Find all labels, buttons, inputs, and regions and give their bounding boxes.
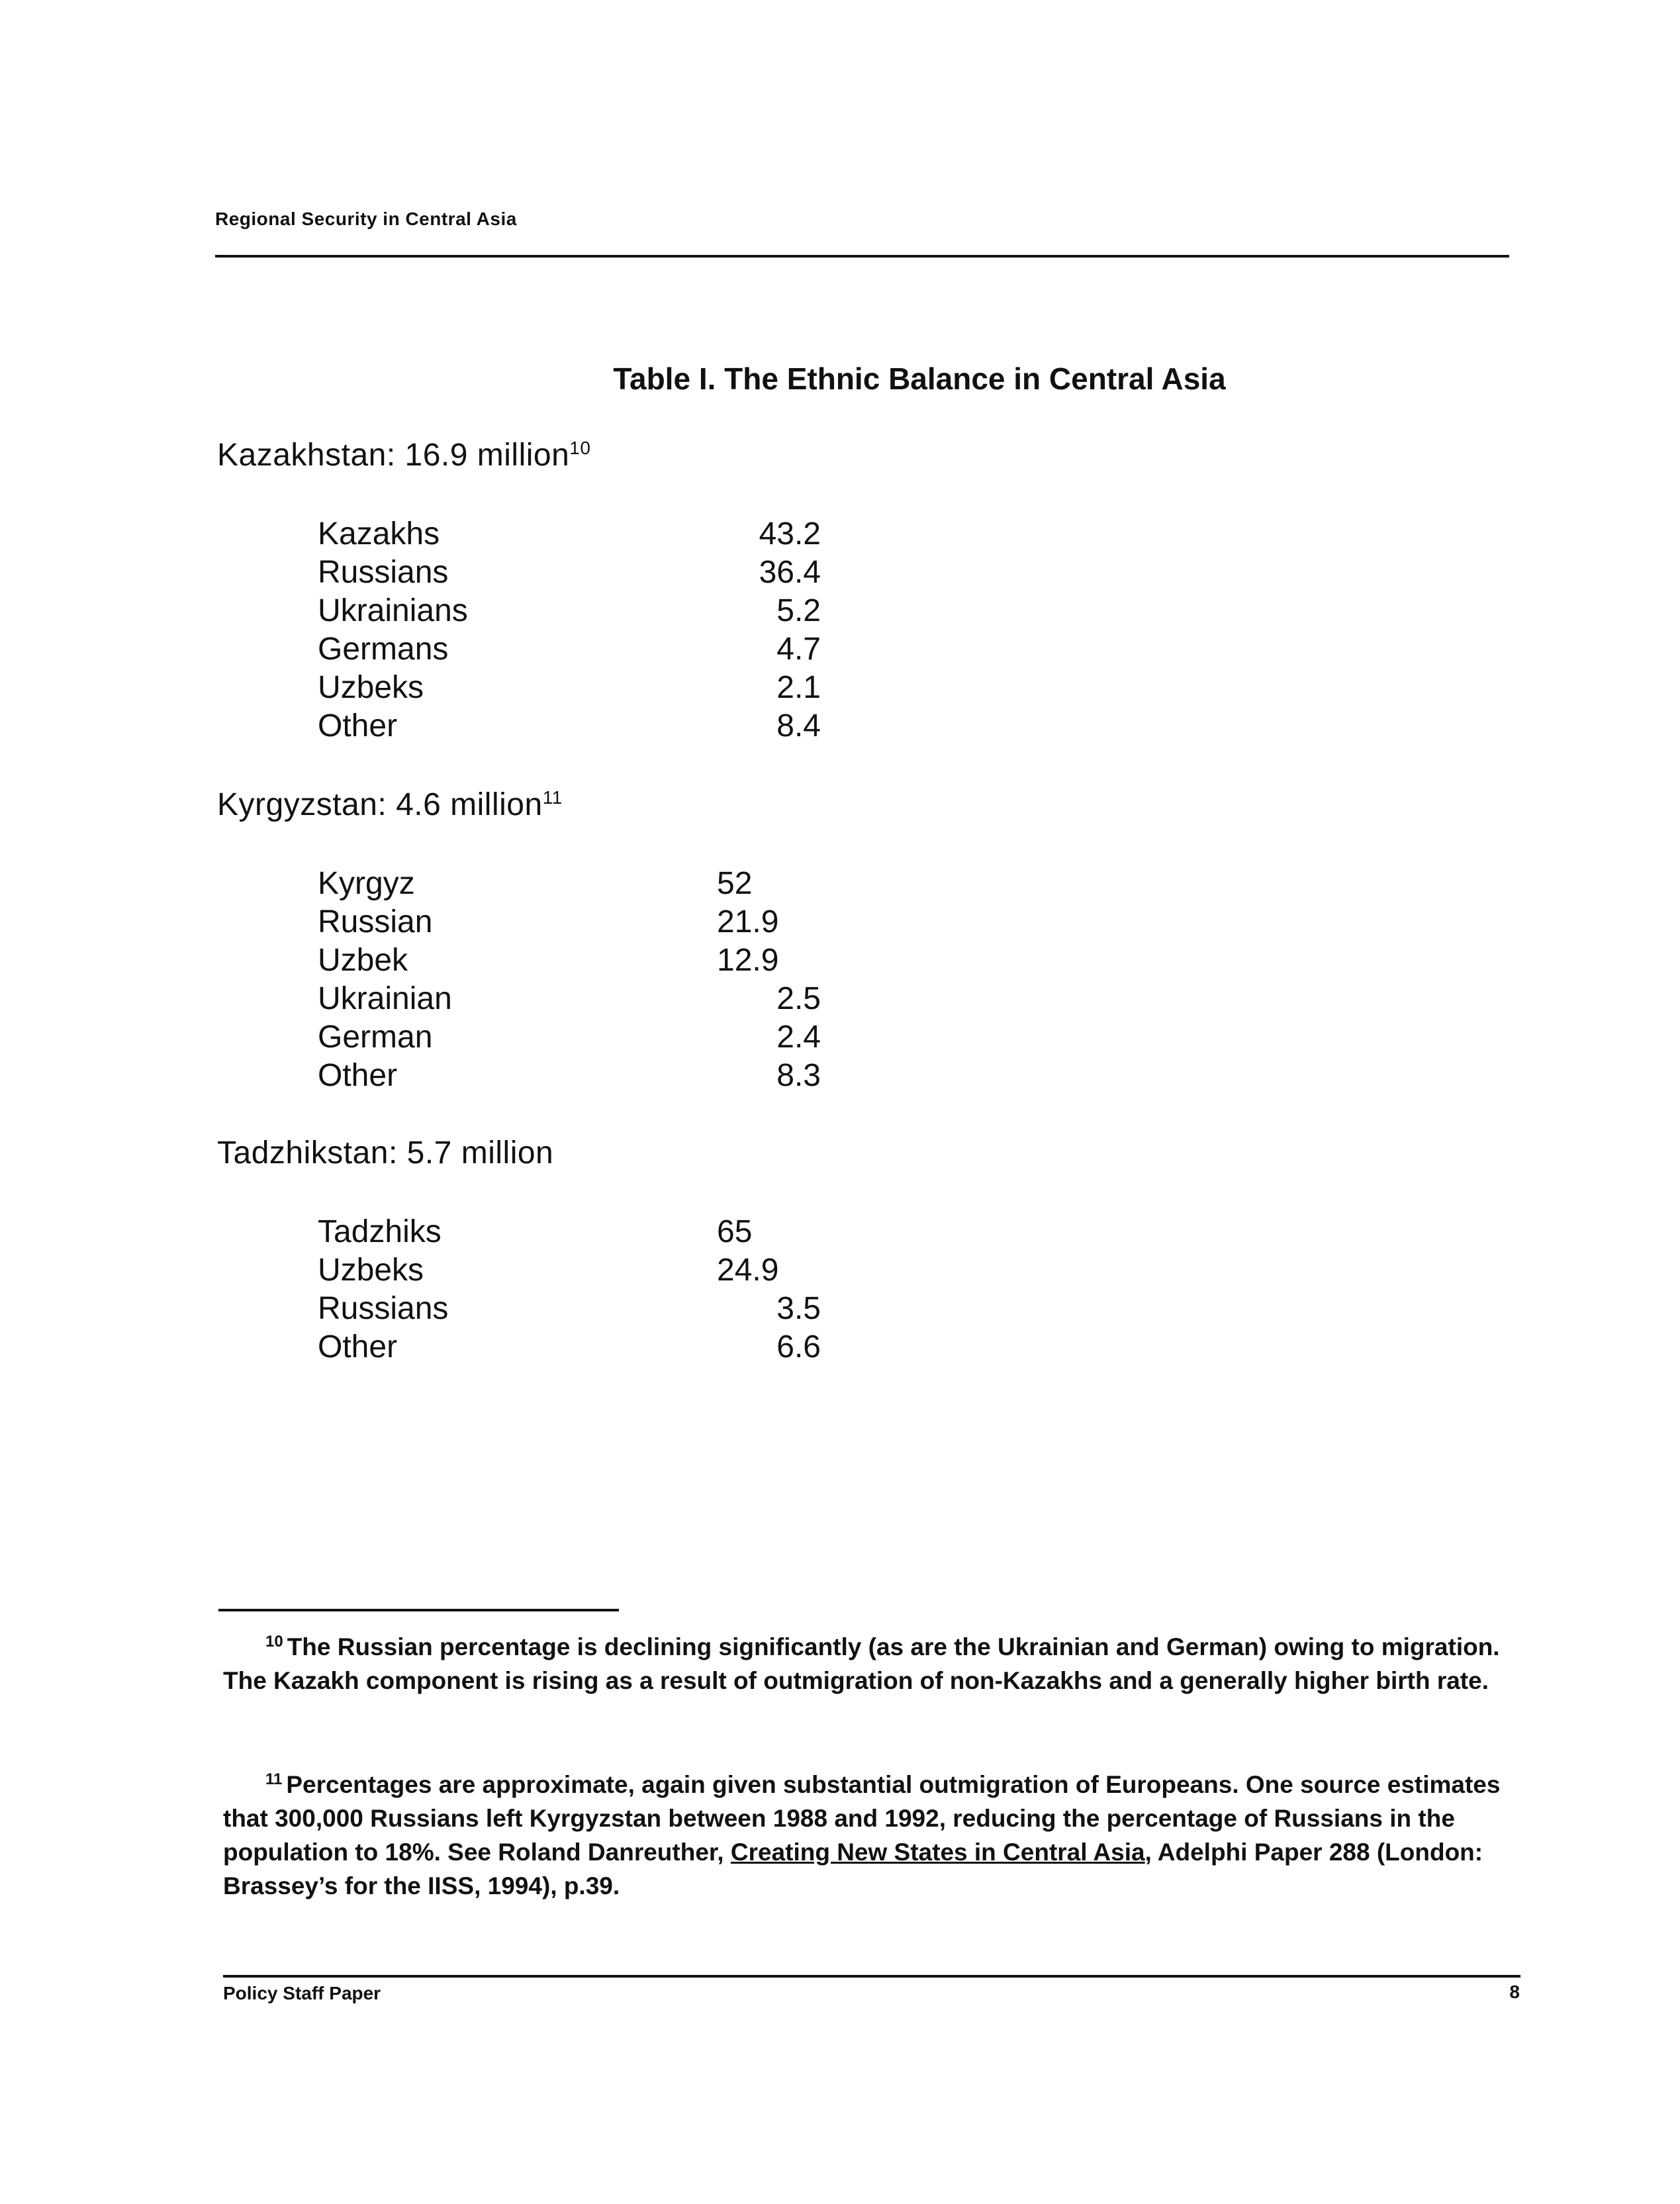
row-value: 8.4 <box>776 708 821 743</box>
footnote-text: Percentages are approximate, again given substantial outmigration of Europeans. One source estimates that 300,000 Russians left Kyrgyzstan between 1988 and 1992, reducing the percentage of Russians in the population to 18%. See Roland Danreuther, <box>223 1771 1501 1866</box>
footnote-ref: 10 <box>569 438 591 458</box>
table-row <box>318 630 821 669</box>
row-label: German <box>318 1020 433 1055</box>
page-number: 8 <box>1509 1982 1520 2002</box>
footnote-ref: 11 <box>542 787 563 808</box>
table-row <box>318 903 821 941</box>
table-row <box>318 980 821 1018</box>
country-heading-text: Kyrgyzstan: 4.6 million <box>217 787 543 822</box>
table-row <box>318 1328 821 1366</box>
row-value: 6.6 <box>776 1329 821 1365</box>
row-label: Uzbeks <box>318 1253 424 1288</box>
running-foot: Policy Staff Paper <box>223 1983 381 2003</box>
row-value: 36.4 <box>759 555 821 590</box>
country-heading-kyrgyzstan <box>217 787 563 823</box>
row-value: 21.9 <box>717 904 779 939</box>
table-row <box>318 553 821 592</box>
row-label: Ukrainian <box>318 981 452 1016</box>
footnote-separator <box>218 1609 619 1611</box>
row-label: Other <box>318 708 398 743</box>
row-value: 43.2 <box>759 516 821 551</box>
table-row <box>318 707 821 745</box>
row-value: 8.3 <box>776 1058 821 1093</box>
row-value: 2.5 <box>776 981 821 1016</box>
row-label: Russian <box>318 904 433 939</box>
table-row <box>318 592 821 630</box>
row-value: 52 <box>717 866 753 901</box>
footnote-10 <box>223 1630 1519 1698</box>
row-label: Ukrainians <box>318 593 468 628</box>
row-label: Other <box>318 1329 398 1365</box>
footnote-11 <box>223 1768 1519 1903</box>
table-row <box>318 1290 821 1328</box>
row-label: Uzbeks <box>318 670 424 705</box>
row-label: Tadzhiks <box>318 1214 442 1249</box>
table-row <box>318 941 821 980</box>
table-row <box>318 1057 821 1095</box>
row-value: 2.4 <box>776 1020 821 1055</box>
table-row <box>318 1213 821 1251</box>
cited-title: Creating New States in Central Asia <box>730 1839 1145 1866</box>
row-value: 24.9 <box>717 1253 779 1288</box>
row-label: Kazakhs <box>318 516 440 551</box>
row-value: 65 <box>717 1214 753 1249</box>
country-heading-tadzhikstan <box>217 1135 553 1171</box>
row-label: Other <box>318 1058 398 1093</box>
header-rule <box>215 255 1509 258</box>
table-row <box>318 1251 821 1290</box>
row-value: 12.9 <box>717 943 779 978</box>
table-title: Table I. The Ethnic Balance in Central Asia <box>613 361 1226 396</box>
footnote-text: The Russian percentage is declining significantly (as are the Ukrainian and German) owing to migration. The Kazakh component is rising as a result of outmigration of non-Kazakhs and a generally higher birth rate. <box>223 1633 1500 1694</box>
table-row <box>318 515 821 553</box>
row-label: Russians <box>318 555 449 590</box>
footnote-text-tail: , Adelphi Paper 288 (London: Brassey’s for the IISS, 1994), p.39. <box>223 1839 1483 1899</box>
footnote-mark: 11 <box>265 1770 283 1788</box>
table-row <box>318 669 821 707</box>
row-value: 5.2 <box>776 593 821 628</box>
row-value: 3.5 <box>776 1291 821 1326</box>
table-row <box>318 865 821 903</box>
table-row <box>318 1018 821 1057</box>
row-label: Kyrgyz <box>318 866 415 901</box>
row-value: 2.1 <box>776 670 821 705</box>
footnote-mark: 10 <box>265 1632 283 1651</box>
country-heading-text: Kazakhstan: 16.9 million <box>217 438 570 473</box>
row-label: Germans <box>318 632 449 667</box>
row-label: Uzbek <box>318 943 408 978</box>
footer-rule <box>223 1975 1520 1978</box>
row-label: Russians <box>318 1291 449 1326</box>
row-value: 4.7 <box>776 632 821 667</box>
running-head: Regional Security in Central Asia <box>215 209 517 229</box>
country-heading-text: Tadzhikstan: 5.7 million <box>217 1135 554 1171</box>
country-heading-kazakhstan <box>217 437 590 473</box>
